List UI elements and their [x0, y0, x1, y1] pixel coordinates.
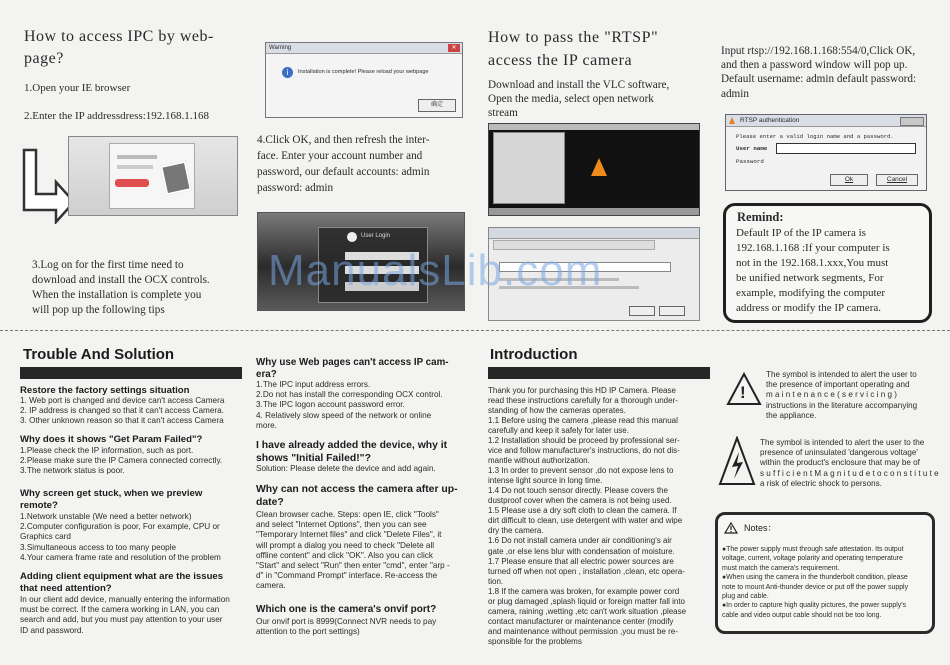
install-complete-dialog — [265, 42, 463, 118]
user-avatar-icon — [347, 232, 357, 242]
vlc-small-icon — [729, 117, 735, 124]
info-icon: i — [282, 67, 293, 78]
intro-text: Thank you for purchasing this HD IP Camera. Please read these instructions carefully for a thorough under- standing of how the cameras operates. 1.1 Before using the camera ,please read this manual carefully and keep it safely for later use. 1.2 Installation should be proceed by professional ser- vice and follow manufacturer's instructions, do not dis- mantle without authorization. 1.3 In order to prevent sensor ,do not expose lens to intense light source in long time. 1.4 Do not touch sensor directly. Please covers the dustproof cover when the camera is not being used. 1.5 Please use a dry soft cloth to clean the camera. If dirt difficult to clean, use detergent with water and wipe dry the camera. 1.6 Do not install camera under air conditioning's air gate ,or else lens blur with condensation of moisture. 1.7 Please ensure that all electric power sources are turned off when not open , installation ,clean, etc opera- tion. 1.8 If the camera was broken, for example power cord or plug damaged ,splash liquid or foreign matter fall into camera, raining ,wetting ,etc can't work situation ,please contact manufacturer or maintenance center (modify and maintenance without permission ,you must be re- sponsible for the problems — [488, 386, 687, 646]
bullet-icon: ● — [722, 602, 727, 610]
vlc-screenshot — [488, 123, 700, 216]
rtsp-auth-dialog — [725, 114, 927, 191]
lightning-triangle-icon — [718, 436, 756, 491]
auth-cancel-button[interactable]: Cancel — [876, 174, 918, 186]
intro-title: Introduction — [490, 346, 578, 363]
notes-warning-icon — [724, 521, 738, 539]
remind-box — [723, 203, 932, 323]
auth-ok-button[interactable]: Ok — [830, 174, 868, 186]
notes-list: ●The power supply must through safe attestation. Its output voltage, current, voltage polarity and operating temperature must match the camera's requirement. ●When using the camera in the thunderbolt condition, please note to mount Anti-thunder device or put off the power supply plug and cable. ●In order to capture high quality pictures, the power supply's cable and video output cable should not be too long. — [722, 546, 909, 619]
dialog-message: Installation is complete! Please reload your webpage — [298, 69, 429, 75]
param-list: 1.Please check the IP information, such as port. 2.Please make sure the IP Camera connected correctly. 3.The network status is poor. — [20, 446, 223, 476]
auth-titlebar: RTSP authentication — [726, 115, 926, 127]
initial-failed-solution: Solution: Please delete the device and add again. — [256, 464, 436, 473]
exclaim-symbol-text: The symbol is intended to alert the user to the presence of important operating and m a i n t e n a n c e ( s e r v i c i n g ) instructions in the literature accompanying the appliance. — [766, 370, 918, 420]
cancel-button[interactable] — [659, 306, 685, 316]
remind-text: Default IP of the IP camera is 192.168.1.168 :If your computer is not in the 192.168.1.xxx,You must be unified network segments, For example, modifying the computer address or modify the IP camera. — [736, 227, 890, 314]
restore-heading: Restore the factory settings situation — [20, 385, 190, 396]
shock-symbol-text: The symbol is intended to alert the user to the presence of uninsulated 'dangerous voltage' within the product's enclosure that may be of s u f f i c i e n t M a g n i t u d e t o c o n s t i t u t e a risk of electric shock to persons. — [760, 438, 939, 488]
close-icon[interactable]: ✕ — [448, 44, 460, 52]
vlc-menu-panel — [493, 132, 565, 204]
window-controls[interactable] — [900, 117, 924, 126]
username-label: User name — [736, 145, 768, 152]
dialog-ok-button[interactable]: 确定 — [418, 99, 456, 112]
rtsp-title: How to pass the "RTSP" access the IP camera — [488, 29, 659, 69]
update-heading: Why can not access the camera after up- date? — [256, 484, 458, 508]
login-button-shape — [115, 179, 149, 187]
rtsp-description: Download and install the VLC software, Open the media, select open network stream — [488, 79, 670, 119]
onvif-heading: Which one is the camera's onvif port? — [256, 604, 437, 615]
initial-failed-heading: I have already added the device, why it shows "Initial Failed!"? — [256, 440, 448, 464]
ie-step-3: 3.Log on for the first time need to download and install the OCX controls. When the installation is complete you will pop up the following tips — [32, 259, 210, 316]
rtsp-input-instructions: Input rtsp://192.168.1.168:554/0,Click OK, and then a password window will pop up. Default username: admin default password: admin — [721, 45, 917, 100]
ie-step-1: 1.Open your IE browser — [24, 82, 131, 94]
trouble-title: Trouble And Solution — [23, 346, 175, 363]
notes-title: Notes： — [744, 523, 777, 533]
adding-heading: Adding client equipment what are the issues that need attention? — [20, 571, 224, 594]
remind-title: Remind: — [737, 210, 784, 224]
why-web-list: 1.The IPC input address errors. 2.Do not has install the corresponding OCX control. 3.The IPC logon account password error. 4. Relatively slow speed of the network or online more. — [256, 380, 443, 430]
dialog-titlebar: Warning — [266, 43, 462, 54]
param-heading: Why does it shows "Get Param Failed"? — [20, 434, 203, 445]
adding-text: In our client add device, manually entering the information must be correct. If the camera working in LAN, you can search and add, but you must pay attention to your user ID and password. — [20, 595, 230, 635]
trouble-title-bar — [20, 367, 242, 379]
username-input[interactable] — [776, 143, 916, 154]
exclaim-mark: ! — [740, 383, 746, 402]
bullet-icon: ● — [722, 546, 727, 553]
play-button[interactable] — [629, 306, 655, 316]
ie-step-2: 2.Enter the IP addressdress:192.168.1.168 — [24, 110, 210, 122]
bullet-icon: ● — [722, 574, 727, 582]
stuck-list: 1.Network unstable (We need a better network) 2.Computer configuration is poor, For example, CPU or Graphics card 3.Simultaneous access to too many people 4.Your camera frame rate and resolution of the problem — [20, 512, 221, 562]
password-label: Password — [736, 158, 764, 165]
why-web-heading: Why use Web pages can't access IP cam- era? — [256, 357, 449, 380]
ie-browser-screenshot — [68, 136, 238, 216]
notes-box — [715, 512, 935, 634]
stuck-heading: Why screen get stuck, when we preview remote? — [20, 488, 203, 511]
login-box-title: User Login — [361, 233, 391, 239]
onvif-text: Our onvif port is 8999(Connect NVR needs to pay attention to the port settings) — [256, 617, 437, 637]
vlc-cone-icon — [591, 158, 607, 176]
ie-access-title: How to access IPC by web- page? — [24, 28, 214, 67]
fold-divider — [0, 330, 950, 331]
restore-list: 1. Web port is changed and device can't access Camera 2. IP address is changed so that it can't access Camera. 3. Other unknown reason so that it can't access Camera — [20, 396, 225, 426]
auth-prompt: Please enter a valid login name and a password. — [736, 133, 894, 140]
watermark: ManualsLib.com — [268, 246, 603, 295]
ie-step-4: 4.Click OK, and then refresh the inter- face. Enter your account number and password, our default accounts: admin password: admin — [257, 134, 430, 194]
intro-title-bar — [488, 367, 710, 379]
update-text: Clean browser cache. Steps: open IE, click "Tools" and select "Internet Options", then you can see "Temporary Internet files" and click "Delete Files", it will prompt a dialog you need to check "Delete all offline content" and click "OK". Also you can click "Start" and select "Run" then enter "cmd", enter "arp - d" in "Command Prompt" interface. Re-access the camera. — [256, 510, 450, 591]
